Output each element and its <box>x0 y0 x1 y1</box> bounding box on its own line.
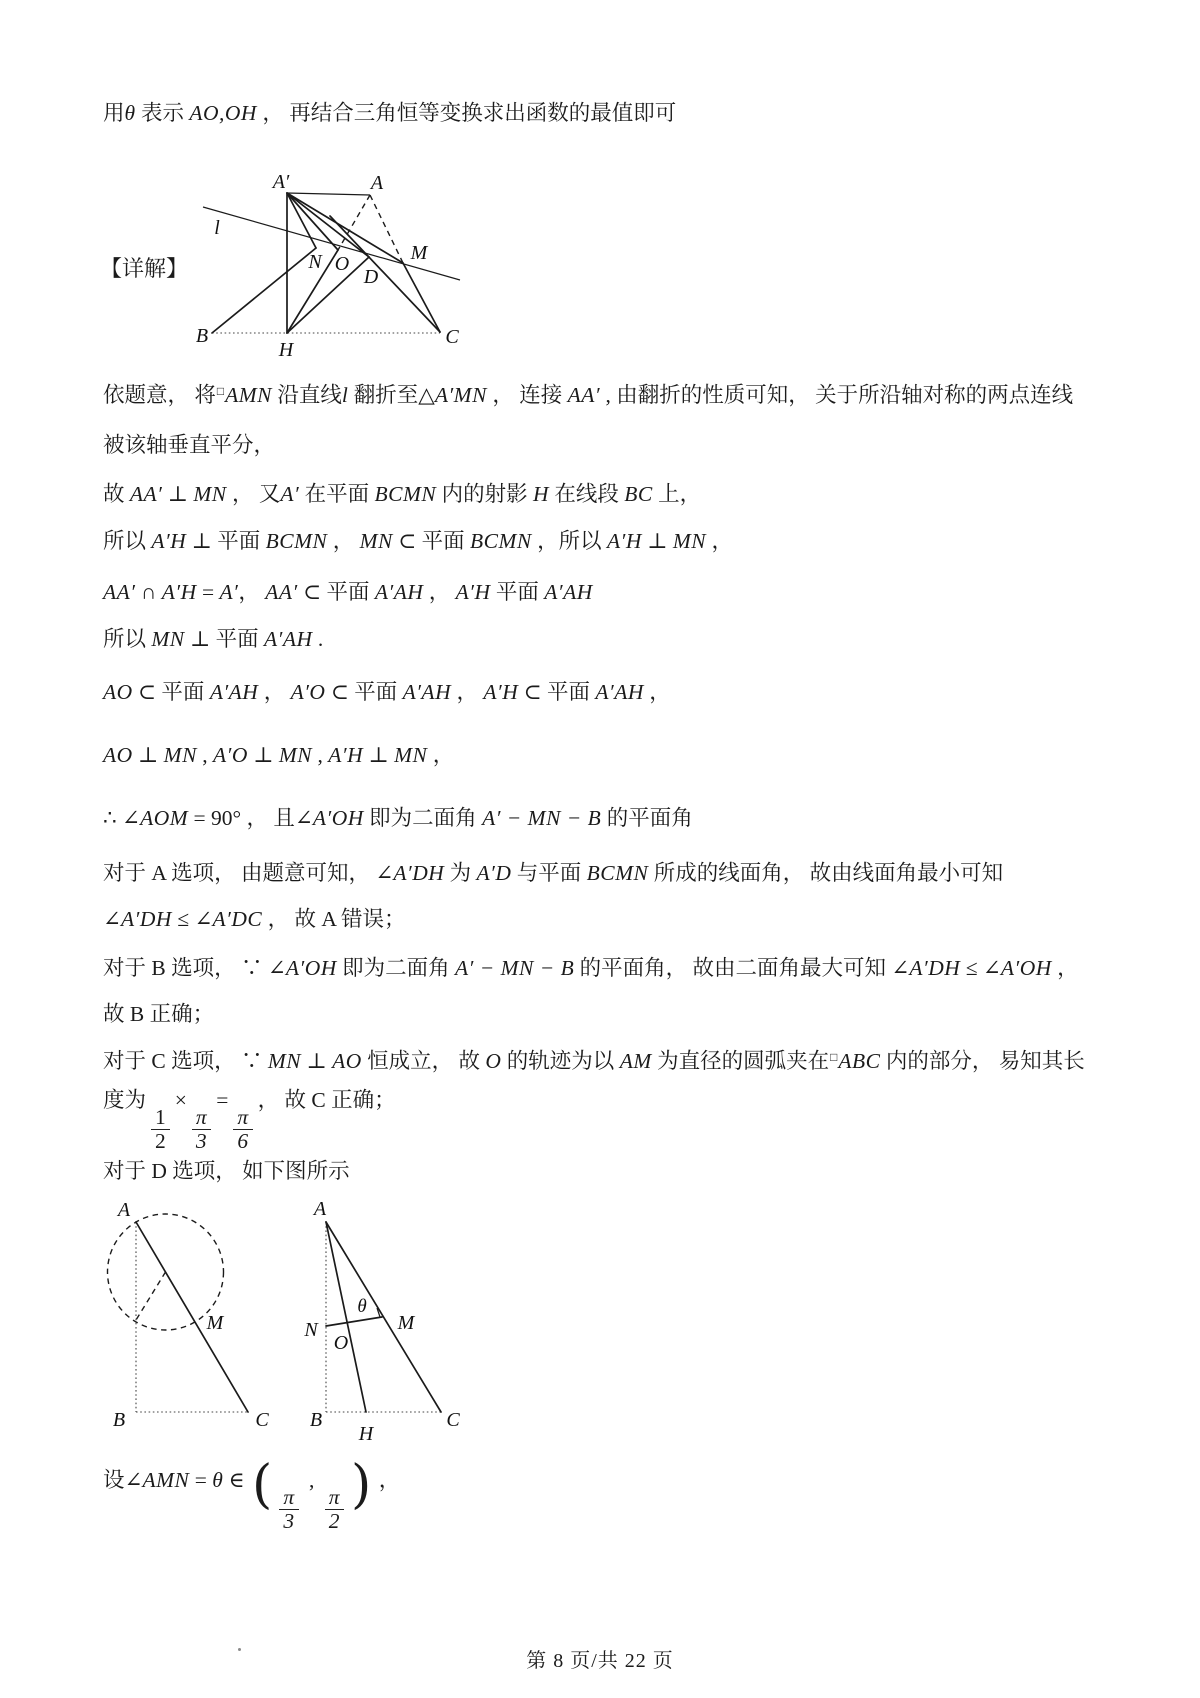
math-text: MN <box>151 627 185 651</box>
math-text: A′D <box>476 861 512 885</box>
text: , <box>303 1468 320 1492</box>
math-text: MN <box>278 743 313 767</box>
text: , 由翻折的性质可知， 关于所沿轴对称的两点连线 <box>600 383 1074 407</box>
text: ⊂ 平面 <box>392 529 471 553</box>
math-text: AO,OH <box>189 101 257 125</box>
fig2l-label-A: A <box>117 1199 131 1221</box>
fig1-label-C: C <box>445 326 459 348</box>
text: × <box>174 1088 187 1112</box>
text: 所以 <box>103 529 152 553</box>
text-line-14 <box>103 1001 214 1029</box>
fig2l-dashed-radius <box>136 1272 166 1320</box>
text: 的平面角， 故由二面角最大可知 ∠ <box>574 956 910 980</box>
math-text: AM <box>619 1049 652 1073</box>
math-text: MN <box>193 482 227 506</box>
text: ， <box>427 743 455 767</box>
text-line-1 <box>103 100 676 128</box>
math-text: A′DH <box>909 956 961 980</box>
text: ⊂ 平面 <box>518 680 596 704</box>
fig2l-label-C: C <box>255 1409 269 1431</box>
text: ， 故 C 正确； <box>257 1088 396 1112</box>
text: ， 又 <box>226 482 281 506</box>
text: ， 再结合三角恒等变换求出函数的最值即可 <box>256 101 677 125</box>
text: □ <box>216 384 225 398</box>
fig2l-label-B: B <box>112 1409 126 1431</box>
fig2r-line-AC <box>326 1222 441 1412</box>
text: 对于 C 选项， ∵ <box>103 1049 268 1073</box>
text-line-6 <box>103 579 593 607</box>
text: △ <box>418 383 435 407</box>
text: ， <box>706 529 734 553</box>
text: 平面 <box>490 580 545 604</box>
fraction: $\frac{\pi}{2}$ <box>325 1486 344 1533</box>
math-text: AMN <box>142 1468 190 1492</box>
fig1-label-l: l <box>214 217 220 239</box>
math-text: H <box>532 482 550 506</box>
math-text: A′H <box>607 529 642 553</box>
math-text: BCMN <box>265 529 328 553</box>
math-text: l <box>341 383 349 407</box>
fig1-label-D: D <box>363 266 379 288</box>
text: 在平面 <box>299 482 375 506</box>
text: □ <box>830 1050 838 1064</box>
text: ⊥ <box>641 529 673 553</box>
text-line-5 <box>103 528 733 556</box>
fig1-line-AprimeA <box>287 193 370 195</box>
text: 度为 <box>103 1088 147 1112</box>
text: , <box>312 743 329 767</box>
fig1-line-HD <box>287 257 369 333</box>
text: ，所以 <box>531 529 608 553</box>
text: 对于 A 选项， 由题意可知， ∠ <box>103 861 394 885</box>
fig1-label-M: M <box>410 242 428 264</box>
math-text: A′H <box>161 580 197 604</box>
text: 内的射影 <box>436 482 533 506</box>
page-footer: 第 8 页/共 22 页 <box>526 1650 674 1672</box>
text: ⊥ <box>247 743 279 767</box>
text: 在线段 <box>549 482 625 506</box>
text-line-18 <box>103 1455 401 1534</box>
math-text: BCMN <box>586 861 649 885</box>
text-line-16 <box>103 1087 396 1153</box>
fig1-line-AprimeD <box>287 193 369 257</box>
text: ， <box>643 680 671 704</box>
math-text: BC <box>624 482 653 506</box>
text-line-10 <box>103 805 693 833</box>
math-text: A′DC <box>212 907 263 931</box>
math-text: ABC <box>838 1049 881 1073</box>
text-line-12 <box>103 906 406 934</box>
math-text: MN <box>672 529 707 553</box>
text: ， <box>423 580 456 604</box>
math-text: AA′ <box>103 580 136 604</box>
math-text: O <box>485 1049 502 1073</box>
text: 内的部分， 易知其长 <box>880 1049 1085 1073</box>
text: 即为二面角 <box>363 806 483 830</box>
text: 为直径的圆弧夹在 <box>651 1049 830 1073</box>
math-text: AMN <box>225 383 273 407</box>
math-text: A′ <box>219 580 239 604</box>
fraction: $\frac{\pi}{3}$ <box>279 1486 298 1533</box>
text: = <box>196 580 220 604</box>
text-line-9 <box>103 742 454 770</box>
math-text: A′AH <box>374 580 424 604</box>
text: 翻折至 <box>348 383 419 407</box>
text: = <box>216 1088 229 1112</box>
fraction: $\frac{\pi}{6}$ <box>233 1106 252 1153</box>
math-text: MN <box>267 1049 302 1073</box>
fraction: $\frac{\pi}{3}$ <box>192 1106 211 1153</box>
math-text: A′AH <box>264 627 313 651</box>
text: ， 连接 <box>486 383 568 407</box>
text-line-7 <box>103 626 323 654</box>
fig2r-label-M: M <box>397 1312 415 1334</box>
text-line-15 <box>103 1048 1085 1076</box>
text: ， <box>1051 956 1079 980</box>
text: ， <box>327 529 360 553</box>
big-paren: ( <box>252 1455 273 1515</box>
detail-tag: 【详解】 <box>100 256 189 281</box>
fig1-label-O: O <box>334 253 350 275</box>
math-text: A′ − MN − B <box>482 806 602 830</box>
math-text: A′OH <box>312 806 364 830</box>
text: 依题意， 将 <box>103 383 216 407</box>
text: 被该轴垂直平分， <box>103 433 276 457</box>
text: ⊥ <box>301 1049 333 1073</box>
text: 即为二面角 <box>336 956 456 980</box>
text: 故 <box>103 482 130 506</box>
math-text: A′OH <box>1000 956 1052 980</box>
math-text: A′H <box>328 743 364 767</box>
text: ⊥ <box>162 482 194 506</box>
text: ⊥ <box>132 743 164 767</box>
math-text: A′ <box>280 482 300 506</box>
math-text: A′AH <box>402 680 452 704</box>
text: ⊥ 平面 <box>186 529 266 553</box>
fig1-label-H: H <box>278 339 294 361</box>
text: ， <box>373 1468 401 1492</box>
text: ⊥ <box>363 743 395 767</box>
text: 的轨迹为以 <box>501 1049 620 1073</box>
text: ∩ <box>135 580 162 604</box>
fig1-label-N: N <box>308 251 322 273</box>
text: 表示 <box>135 101 190 125</box>
math-text: AA′ <box>567 383 601 407</box>
math-text: A′O <box>290 680 326 704</box>
text-line-3 <box>103 432 275 460</box>
fig2r-label-N: N <box>304 1319 318 1341</box>
fig2l-label-M: M <box>206 1312 224 1334</box>
text-line-8 <box>103 679 671 707</box>
text: 对于 D 选项， 如下图所示 <box>103 1159 350 1183</box>
fig1-label-A: A <box>370 172 384 194</box>
math-text: θ <box>212 1468 224 1492</box>
text: ⊥ 平面 <box>184 627 264 651</box>
math-text: A′DH <box>393 861 445 885</box>
math-text: A′ − MN − B <box>455 956 575 980</box>
fig2r-line-NM <box>326 1317 382 1326</box>
math-text: MN <box>359 529 393 553</box>
text-line-17 <box>103 1158 350 1186</box>
math-text: BCMN <box>470 529 532 553</box>
text: ≤ ∠ <box>171 907 213 931</box>
math-text: A′AH <box>209 680 259 704</box>
text: ∴ ∠ <box>103 806 141 830</box>
math-text: AO <box>103 743 133 767</box>
text-line-11 <box>103 860 1003 888</box>
fig2r-label-A: A <box>313 1198 327 1220</box>
text: ， <box>238 580 266 604</box>
text: ⊂ 平面 <box>325 680 403 704</box>
math-text: A′AH <box>595 680 644 704</box>
fig1-label-B: B <box>195 325 209 347</box>
text: = <box>189 1468 213 1492</box>
text: ， <box>258 680 291 704</box>
text: ⊂ 平面 <box>132 680 210 704</box>
text: 故 B 正确； <box>103 1002 215 1026</box>
fig2r-label-O: O <box>333 1332 349 1354</box>
text: , <box>196 743 214 767</box>
text: 的平面角 <box>601 806 693 830</box>
fig2r-line-AH <box>326 1222 366 1412</box>
text: 与平面 <box>511 861 587 885</box>
text: 恒成立， 故 <box>361 1049 486 1073</box>
math-text: AA′ <box>129 482 163 506</box>
fig2r-label-C: C <box>446 1409 460 1431</box>
fig2l-line-AC <box>136 1222 248 1412</box>
text-line-2 <box>103 382 1073 410</box>
text: 所成的线面角， 故由线面角最小可知 <box>648 861 1004 885</box>
math-text: AA′ <box>265 580 298 604</box>
text: ∠ <box>103 907 122 931</box>
math-text: AO <box>332 1049 362 1073</box>
text: ， <box>451 680 484 704</box>
math-text: A′DH <box>121 907 172 931</box>
math-text: BCMN <box>374 482 437 506</box>
fig2r-label-theta: θ <box>357 1296 367 1317</box>
math-text: A′AH <box>544 580 593 604</box>
math-text: A′OH <box>285 956 337 980</box>
math-text: A′O <box>213 743 248 767</box>
text: 所以 <box>103 627 152 651</box>
figure-option-D <box>95 1192 480 1444</box>
big-paren: ) <box>351 1455 372 1515</box>
text: ⊂ 平面 <box>297 580 375 604</box>
text: 为 <box>444 861 477 885</box>
math-text: A′MN <box>434 383 487 407</box>
text: 上， <box>652 482 702 506</box>
text: ， 故 A 错误； <box>262 907 406 931</box>
text: 设∠ <box>103 1468 143 1492</box>
text: . <box>312 627 324 651</box>
text-line-4 <box>103 481 701 509</box>
text: 对于 B 选项， ∵ ∠ <box>103 956 286 980</box>
math-text: θ <box>124 101 136 125</box>
math-text: AOM <box>140 806 189 830</box>
fig2r-label-B: B <box>309 1409 323 1431</box>
fig2r-label-H: H <box>358 1423 374 1444</box>
math-text: A′H <box>483 680 519 704</box>
math-text: MN <box>394 743 428 767</box>
text: ≤ ∠ <box>960 956 1001 980</box>
text: = 90° ， 且∠ <box>188 806 313 830</box>
math-text: AO <box>103 680 133 704</box>
fraction: $\frac{1}{2}$ <box>151 1106 170 1153</box>
math-text: A′H <box>455 580 491 604</box>
math-text: MN <box>163 743 197 767</box>
math-text: A′H <box>151 529 187 553</box>
text: ∈ <box>223 1468 251 1492</box>
text-line-13 <box>103 955 1079 983</box>
text: 用 <box>103 101 125 125</box>
fig1-label-A-prime: A′ <box>272 171 290 193</box>
text: 沿直线 <box>272 383 342 407</box>
